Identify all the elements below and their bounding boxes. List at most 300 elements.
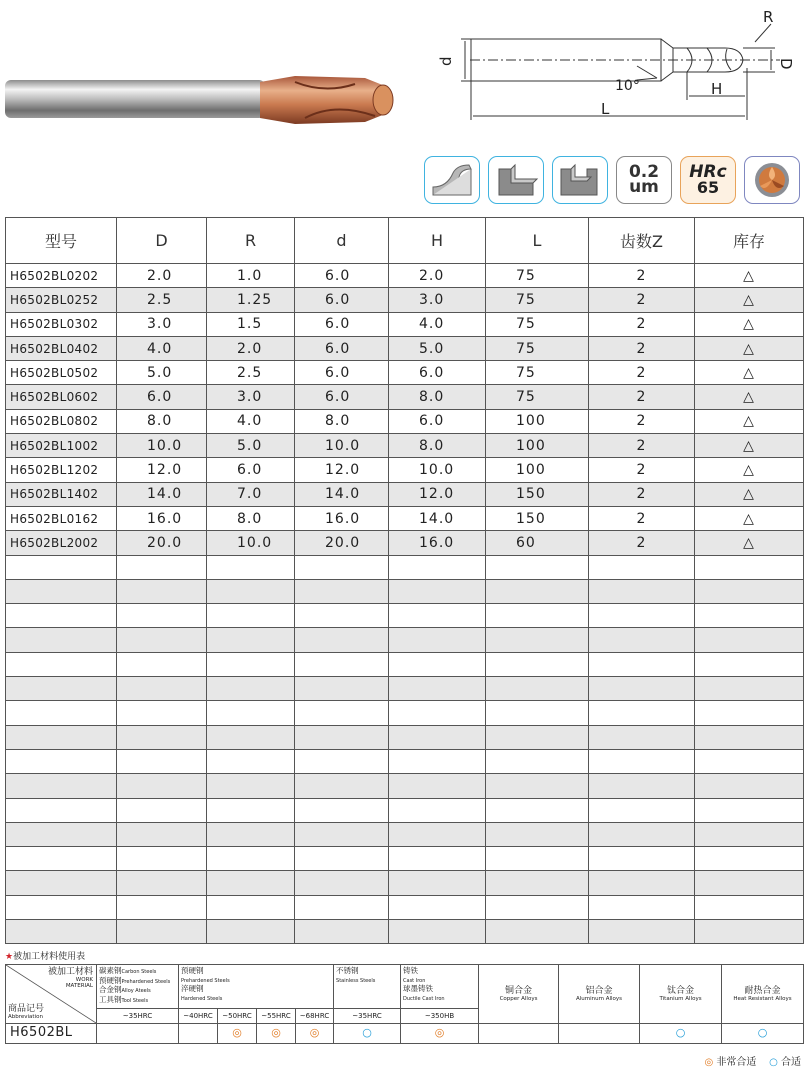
empty-cell xyxy=(486,871,589,895)
empty-cell xyxy=(695,677,804,701)
cell-D: 2.5 xyxy=(117,288,207,312)
tolerance-value: 0.2 xyxy=(628,162,660,182)
product-row xyxy=(6,1024,804,1044)
cell-model: H6502BL0302 xyxy=(6,312,117,336)
cell-L: 60 xyxy=(486,531,589,555)
label-D: D xyxy=(777,58,795,70)
cell-L: 75 xyxy=(486,336,589,360)
empty-cell xyxy=(695,798,804,822)
empty-cell xyxy=(295,895,389,919)
cell-stock: △ xyxy=(695,434,804,458)
cell-D: 2.0 xyxy=(117,264,207,288)
spec-header-row xyxy=(6,218,804,264)
empty-cell xyxy=(207,652,295,676)
feature-icons xyxy=(424,156,800,204)
mat-alloy: 合金钢Alloy Ateels xyxy=(99,985,151,994)
empty-cell xyxy=(295,822,389,846)
empty-cell xyxy=(117,871,207,895)
empty-cell xyxy=(6,579,117,603)
cell-model: H6502BL0802 xyxy=(6,409,117,433)
hrc-6: ~35HRC xyxy=(334,1009,401,1024)
label-H: H xyxy=(711,80,723,98)
cell-flutes: 2 xyxy=(589,482,695,506)
empty-cell xyxy=(486,579,589,603)
empty-cell xyxy=(389,701,486,725)
empty-cell xyxy=(207,871,295,895)
table-row xyxy=(6,434,804,458)
empty-cell xyxy=(695,701,804,725)
cell-L: 75 xyxy=(486,361,589,385)
table-row xyxy=(6,531,804,555)
cell-R: 5.0 xyxy=(207,434,295,458)
cell-L: 150 xyxy=(486,506,589,530)
cell-stock: △ xyxy=(695,531,804,555)
empty-cell xyxy=(295,628,389,652)
empty-cell xyxy=(589,677,695,701)
tolerance-unit: um xyxy=(629,177,659,197)
empty-cell xyxy=(389,749,486,773)
empty-cell xyxy=(695,725,804,749)
cell-d: 16.0 xyxy=(295,506,389,530)
table-row xyxy=(6,264,804,288)
cell-flutes: 2 xyxy=(589,409,695,433)
empty-cell xyxy=(117,555,207,579)
work-material-cn: 被加工材料 xyxy=(47,967,93,977)
empty-cell xyxy=(589,920,695,944)
mat-tool: 工具钢Tool Steels xyxy=(99,994,149,1004)
empty-cell xyxy=(389,555,486,579)
cell-model: H6502BL0602 xyxy=(6,385,117,409)
empty-cell xyxy=(589,749,695,773)
cell-d: 6.0 xyxy=(295,361,389,385)
cell-d: 12.0 xyxy=(295,458,389,482)
cell-L: 100 xyxy=(486,409,589,433)
empty-cell xyxy=(389,628,486,652)
header-stock: 库存 xyxy=(695,218,804,264)
cell-R: 7.0 xyxy=(207,482,295,506)
cell-D: 16.0 xyxy=(117,506,207,530)
cell-model: H6502BL1402 xyxy=(6,482,117,506)
cell-flutes: 2 xyxy=(589,458,695,482)
cell-d: 10.0 xyxy=(295,434,389,458)
cell-flutes: 2 xyxy=(589,506,695,530)
empty-cell xyxy=(695,628,804,652)
material-aluminum: 铝合金 Aluminum Alloys xyxy=(559,965,640,1024)
empty-cell xyxy=(389,822,486,846)
empty-cell xyxy=(695,604,804,628)
cell-stock: △ xyxy=(695,361,804,385)
slot-cut-icon xyxy=(552,156,608,204)
material-copper: 铜合金 Copper Alloys xyxy=(479,965,559,1024)
empty-row xyxy=(6,725,804,749)
empty-cell xyxy=(117,920,207,944)
empty-cell xyxy=(486,725,589,749)
empty-cell xyxy=(207,604,295,628)
material-table-title xyxy=(5,949,85,962)
empty-cell xyxy=(117,725,207,749)
empty-cell xyxy=(117,604,207,628)
cell-model: H6502BL0162 xyxy=(6,506,117,530)
hrc-3: ~50HRC xyxy=(218,1009,257,1024)
empty-cell xyxy=(389,579,486,603)
empty-cell xyxy=(295,555,389,579)
cell-D: 6.0 xyxy=(117,385,207,409)
empty-cell xyxy=(589,774,695,798)
empty-row xyxy=(6,579,804,603)
cell-D: 3.0 xyxy=(117,312,207,336)
spec-table xyxy=(5,217,804,944)
empty-cell xyxy=(207,749,295,773)
empty-row xyxy=(6,822,804,846)
cell-L: 100 xyxy=(486,458,589,482)
empty-row xyxy=(6,701,804,725)
empty-cell xyxy=(6,555,117,579)
mark-3: ◎ xyxy=(232,1026,242,1040)
empty-cell xyxy=(295,701,389,725)
cell-stock: △ xyxy=(695,336,804,360)
cell-H: 2.0 xyxy=(389,264,486,288)
empty-cell xyxy=(295,725,389,749)
empty-cell xyxy=(117,579,207,603)
empty-cell xyxy=(695,871,804,895)
cell-D: 4.0 xyxy=(117,336,207,360)
empty-cell xyxy=(589,579,695,603)
material-title-text: 被加工材料使用表 xyxy=(13,952,86,962)
empty-cell xyxy=(389,895,486,919)
cell-L: 75 xyxy=(486,312,589,336)
table-row xyxy=(6,506,804,530)
empty-cell xyxy=(117,774,207,798)
cell-d: 8.0 xyxy=(295,409,389,433)
empty-cell xyxy=(207,895,295,919)
empty-cell xyxy=(486,677,589,701)
cell-model: H6502BL0252 xyxy=(6,288,117,312)
mark-6: ○ xyxy=(362,1026,372,1040)
cell-H: 5.0 xyxy=(389,336,486,360)
empty-cell xyxy=(389,871,486,895)
label-d: d xyxy=(437,56,455,66)
header-H: H xyxy=(389,218,486,264)
cell-H: 6.0 xyxy=(389,409,486,433)
empty-cell xyxy=(389,847,486,871)
material-titanium: 钛合金 Titanium Alloys xyxy=(640,965,722,1024)
empty-cell xyxy=(295,652,389,676)
empty-cell xyxy=(6,628,117,652)
empty-cell xyxy=(589,871,695,895)
star-icon: ★ xyxy=(5,952,14,962)
empty-cell xyxy=(6,774,117,798)
mark-7: ◎ xyxy=(434,1026,445,1040)
empty-cell xyxy=(207,555,295,579)
cell-R: 2.5 xyxy=(207,361,295,385)
empty-cell xyxy=(486,798,589,822)
empty-row xyxy=(6,628,804,652)
cell-model: H6502BL0502 xyxy=(6,361,117,385)
empty-cell xyxy=(695,774,804,798)
cell-D: 20.0 xyxy=(117,531,207,555)
empty-cell xyxy=(486,774,589,798)
cell-stock: △ xyxy=(695,458,804,482)
cell-L: 75 xyxy=(486,264,589,288)
empty-cell xyxy=(389,652,486,676)
suitable-label: 合适 xyxy=(781,1057,801,1068)
cell-model: H6502BL0402 xyxy=(6,336,117,360)
cell-R: 2.0 xyxy=(207,336,295,360)
tolerance-badge xyxy=(616,156,672,204)
empty-row xyxy=(6,798,804,822)
very-suitable-label: 非常合适 xyxy=(716,1057,757,1068)
empty-cell xyxy=(117,628,207,652)
legend xyxy=(704,1053,801,1068)
table-row xyxy=(6,288,804,312)
empty-cell xyxy=(389,798,486,822)
cell-flutes: 2 xyxy=(589,264,695,288)
header-model: 型号 xyxy=(6,218,117,264)
cell-L: 150 xyxy=(486,482,589,506)
label-R: R xyxy=(763,8,774,26)
cell-D: 10.0 xyxy=(117,434,207,458)
empty-cell xyxy=(117,701,207,725)
header-D: D xyxy=(117,218,207,264)
mat-prehardened: 预硬钢Prehardened Steels xyxy=(99,975,171,985)
empty-cell xyxy=(295,677,389,701)
empty-cell xyxy=(207,579,295,603)
empty-cell xyxy=(695,895,804,919)
cell-H: 14.0 xyxy=(389,506,486,530)
empty-cell xyxy=(589,604,695,628)
empty-cell xyxy=(117,822,207,846)
cell-R: 1.5 xyxy=(207,312,295,336)
empty-cell xyxy=(589,701,695,725)
hrc-1: ~35HRC xyxy=(97,1009,179,1024)
hardness-unit: HRc xyxy=(689,162,727,182)
empty-cell xyxy=(695,920,804,944)
empty-cell xyxy=(695,822,804,846)
empty-cell xyxy=(389,920,486,944)
empty-cell xyxy=(295,749,389,773)
empty-cell xyxy=(295,579,389,603)
empty-cell xyxy=(295,920,389,944)
cell-flutes: 2 xyxy=(589,531,695,555)
cell-H: 6.0 xyxy=(389,361,486,385)
empty-row xyxy=(6,774,804,798)
work-material-en1: WORK xyxy=(75,977,93,983)
empty-cell xyxy=(6,847,117,871)
material-group-steels xyxy=(97,965,179,1009)
hardness-value: 65 xyxy=(696,178,720,197)
empty-cell xyxy=(486,628,589,652)
empty-cell xyxy=(207,677,295,701)
empty-row xyxy=(6,895,804,919)
material-group-hardened: 预硬钢 Prehardened Steels 淬硬钢 Hardened Steels xyxy=(179,965,334,1009)
step-cut-icon xyxy=(488,156,544,204)
empty-row xyxy=(6,871,804,895)
empty-cell xyxy=(6,652,117,676)
cell-model: H6502BL0202 xyxy=(6,264,117,288)
empty-cell xyxy=(695,555,804,579)
empty-cell xyxy=(486,555,589,579)
empty-cell xyxy=(6,871,117,895)
empty-cell xyxy=(6,725,117,749)
empty-cell xyxy=(6,822,117,846)
cell-flutes: 2 xyxy=(589,336,695,360)
hrc-4: ~55HRC xyxy=(257,1009,296,1024)
material-corner-cell xyxy=(6,965,97,1024)
empty-cell xyxy=(295,871,389,895)
header-L: L xyxy=(486,218,589,264)
empty-cell xyxy=(486,604,589,628)
empty-cell xyxy=(486,749,589,773)
empty-cell xyxy=(295,774,389,798)
cell-d: 20.0 xyxy=(295,531,389,555)
empty-cell xyxy=(589,798,695,822)
cell-R: 1.0 xyxy=(207,264,295,288)
table-row xyxy=(6,482,804,506)
mark-4: ◎ xyxy=(271,1026,281,1040)
empty-cell xyxy=(695,579,804,603)
hardness-badge xyxy=(680,156,736,204)
material-table xyxy=(5,964,804,1044)
empty-cell xyxy=(695,652,804,676)
cell-d: 6.0 xyxy=(295,385,389,409)
mark-10: ○ xyxy=(675,1026,686,1040)
hrc-2: ~40HRC xyxy=(179,1009,218,1024)
material-heat-resistant: 耐热合金 Heat Resistant Alloys xyxy=(722,965,804,1024)
suitable-symbol: ○ xyxy=(769,1057,778,1068)
empty-row xyxy=(6,920,804,944)
empty-cell xyxy=(589,652,695,676)
empty-cell xyxy=(207,847,295,871)
empty-cell xyxy=(389,604,486,628)
cell-H: 8.0 xyxy=(389,385,486,409)
header-R: R xyxy=(207,218,295,264)
cell-D: 12.0 xyxy=(117,458,207,482)
cell-R: 4.0 xyxy=(207,409,295,433)
empty-cell xyxy=(486,822,589,846)
table-row xyxy=(6,361,804,385)
empty-cell xyxy=(486,847,589,871)
cell-R: 1.25 xyxy=(207,288,295,312)
empty-cell xyxy=(207,725,295,749)
empty-cell xyxy=(6,701,117,725)
empty-cell xyxy=(117,677,207,701)
empty-cell xyxy=(589,895,695,919)
empty-cell xyxy=(6,604,117,628)
cell-d: 6.0 xyxy=(295,288,389,312)
empty-row xyxy=(6,749,804,773)
empty-cell xyxy=(295,847,389,871)
cell-H: 16.0 xyxy=(389,531,486,555)
cell-L: 100 xyxy=(486,434,589,458)
empty-cell xyxy=(207,628,295,652)
empty-cell xyxy=(389,677,486,701)
cell-stock: △ xyxy=(695,506,804,530)
cell-stock: △ xyxy=(695,409,804,433)
cell-d: 6.0 xyxy=(295,264,389,288)
very-suitable-symbol: ◎ xyxy=(704,1057,714,1068)
mat-carbon: 碳素钢Carbon Steels xyxy=(99,966,157,975)
cell-d: 6.0 xyxy=(295,312,389,336)
empty-cell xyxy=(695,749,804,773)
empty-cell xyxy=(486,920,589,944)
empty-cell xyxy=(117,652,207,676)
empty-row xyxy=(6,847,804,871)
empty-cell xyxy=(207,774,295,798)
cell-H: 12.0 xyxy=(389,482,486,506)
header-flutes: 齿数Z xyxy=(589,218,695,264)
table-row xyxy=(6,312,804,336)
table-row xyxy=(6,409,804,433)
tool-photo xyxy=(5,72,400,132)
empty-cell xyxy=(117,847,207,871)
empty-cell xyxy=(486,701,589,725)
cell-stock: △ xyxy=(695,288,804,312)
cell-H: 4.0 xyxy=(389,312,486,336)
cell-H: 10.0 xyxy=(389,458,486,482)
cell-flutes: 2 xyxy=(589,312,695,336)
empty-cell xyxy=(6,677,117,701)
mark-5: ◎ xyxy=(309,1026,320,1040)
empty-cell xyxy=(589,725,695,749)
cell-D: 14.0 xyxy=(117,482,207,506)
cell-R: 10.0 xyxy=(207,531,295,555)
empty-cell xyxy=(207,701,295,725)
empty-row xyxy=(6,652,804,676)
cell-model: H6502BL1202 xyxy=(6,458,117,482)
cell-R: 3.0 xyxy=(207,385,295,409)
empty-cell xyxy=(6,920,117,944)
empty-cell xyxy=(389,774,486,798)
mark-11: ○ xyxy=(757,1026,768,1040)
abbreviation-cn: 商品记号 xyxy=(8,1004,45,1014)
empty-row xyxy=(6,555,804,579)
empty-cell xyxy=(207,920,295,944)
coating-icon xyxy=(744,156,800,204)
cell-d: 6.0 xyxy=(295,336,389,360)
empty-cell xyxy=(117,749,207,773)
profile-cut-icon xyxy=(424,156,480,204)
cell-D: 8.0 xyxy=(117,409,207,433)
empty-cell xyxy=(117,798,207,822)
table-row xyxy=(6,458,804,482)
empty-cell xyxy=(589,822,695,846)
hrc-5: ~68HRC xyxy=(296,1009,334,1024)
empty-cell xyxy=(486,895,589,919)
hrc-7: ~350HB xyxy=(401,1009,479,1024)
empty-cell xyxy=(486,652,589,676)
spec-body xyxy=(6,264,804,944)
empty-cell xyxy=(295,604,389,628)
label-L: L xyxy=(601,100,610,118)
table-row xyxy=(6,336,804,360)
cell-R: 6.0 xyxy=(207,458,295,482)
empty-cell xyxy=(117,895,207,919)
empty-cell xyxy=(389,725,486,749)
material-cast-iron: 铸铁 Cast Iron 球墨铸铁 Ductile Cast Iron xyxy=(401,965,479,1009)
header-d: d xyxy=(295,218,389,264)
dimension-drawing xyxy=(425,8,805,128)
empty-cell xyxy=(295,798,389,822)
cell-stock: △ xyxy=(695,312,804,336)
cell-L: 75 xyxy=(486,288,589,312)
empty-cell xyxy=(589,555,695,579)
work-material-en2: MATERIAL xyxy=(65,983,93,989)
cell-L: 75 xyxy=(486,385,589,409)
abbreviation-en: Abbreviation xyxy=(8,1014,43,1020)
cell-d: 14.0 xyxy=(295,482,389,506)
cell-flutes: 2 xyxy=(589,434,695,458)
cell-H: 3.0 xyxy=(389,288,486,312)
